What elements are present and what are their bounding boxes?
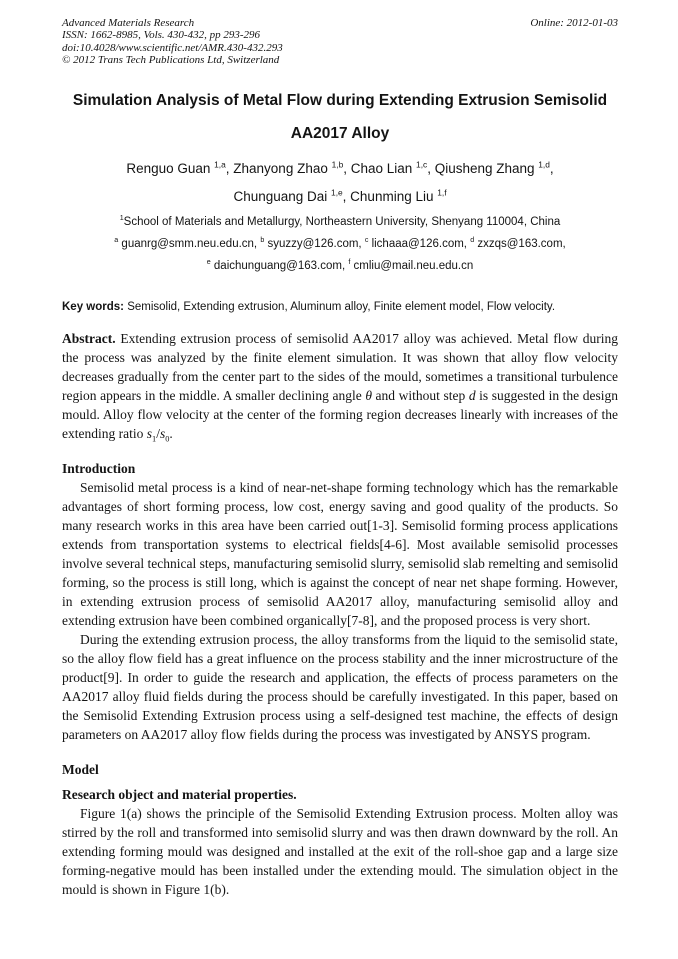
affiliation-mark: 1 bbox=[119, 213, 124, 222]
theta-variable: θ bbox=[365, 387, 372, 403]
subsection-heading-research-object: Research object and material properties. bbox=[62, 786, 297, 802]
abstract-text: is suggested in the design mould. Alloy flow velocity at the center of the forming region decreases linearly with increases of the extending ratio bbox=[62, 387, 618, 441]
paper-title bbox=[62, 92, 618, 142]
emails-row-2 bbox=[62, 257, 618, 273]
email-mark: f bbox=[348, 257, 351, 266]
email-mark: a bbox=[114, 235, 119, 244]
author-affil-mark: 1,c bbox=[416, 159, 428, 170]
d-variable: d bbox=[468, 387, 476, 403]
author-name: , Zhanyong Zhao bbox=[225, 160, 332, 176]
author-affil-mark: 1,b bbox=[331, 159, 344, 170]
author-emails bbox=[62, 235, 618, 273]
affiliation bbox=[62, 213, 618, 229]
author-name: Chunguang Dai bbox=[233, 188, 332, 204]
section-heading-model: Model bbox=[62, 761, 99, 777]
author-name: , Chunming Liu bbox=[342, 188, 438, 204]
introduction-paragraph-1: Semisolid metal process is a kind of near-net-shape forming technology which has the remarkable advantages of short forming process, low cost, energy saving and good quality of the products. So many research works in this area have been carried out[1-3]. Semisolid forming process applications extends from transportation systems to electrical fields[4-6]. Most available semisolid processes involve several technical steps, manufacturing semisolid slurry, semisolid slab remelting and semisolid forming, so the process is still long, which is against the concept of near net shape forming. However, in extending extrusion process of semisolid AA2017 alloy, manufacturing semisolid alloy and extending extrusion have been combined organically[7-8], and the proposed process is very short. bbox=[62, 479, 618, 628]
author-affil-mark: 1,e bbox=[331, 187, 343, 198]
paper-title-line2: AA2017 Alloy bbox=[290, 124, 390, 142]
emails-row-1 bbox=[62, 235, 618, 251]
author-affil-mark: 1,f bbox=[437, 187, 447, 198]
keywords-text: Semisolid, Extending extrusion, Aluminum alloy, Finite element model, Flow velocity. bbox=[124, 300, 556, 313]
email-mark: e bbox=[206, 257, 211, 266]
journal-header bbox=[62, 17, 618, 67]
author-name: Renguo Guan bbox=[126, 160, 215, 176]
section-heading-introduction: Introduction bbox=[62, 460, 136, 476]
issn-line: ISSN: 1662-8985, Vols. 430-432, pp 293-296 bbox=[62, 29, 260, 42]
author-affil-mark: 1,a bbox=[214, 159, 226, 170]
abstract-text: Extending extrusion process of semisolid AA2017 alloy was achieved. Metal flow during the process was analyzed by the finite element simulation. It was shown that alloy flow velocity decreases gradually from the center part to the sides of the mould, sometimes a transitional turbulence region appears in the middle. A smaller declining angle bbox=[62, 330, 618, 403]
model-paragraph-1: Figure 1(a) shows the principle of the Semisolid Extending Extrusion process. Molten alloy was stirred by the roll and transformed into semisolid slurry and was then drawn downward by the roll. An extending forming mould was designed and installed at the exit of the roll-shoe gap and a large size forming-negative mould has been installed under the extending mould. The simulation object in the mould is shown in Figure 1(b). bbox=[62, 805, 618, 897]
s1-variable: s bbox=[146, 425, 152, 441]
s0-variable: s bbox=[159, 425, 166, 441]
doi-line: doi:10.4028/www.scientific.net/AMR.430-432.293 bbox=[62, 41, 283, 54]
abstract-label: Abstract. bbox=[62, 330, 116, 346]
abstract-text: and without step bbox=[371, 387, 469, 403]
email-mark: c bbox=[364, 235, 369, 244]
s1-subscript: 1 bbox=[152, 434, 157, 444]
authors-row-1 bbox=[62, 161, 618, 176]
authors-row1-trailing-comma: , bbox=[549, 160, 554, 176]
copyright-line: © 2012 Trans Tech Publications Ltd, Switzerland bbox=[62, 54, 280, 67]
email-address: syuzzy@126.com, bbox=[264, 237, 365, 250]
online-date: Online: 2012-01-03 bbox=[530, 17, 618, 29]
email-address: guanrg@smm.neu.edu.cn, bbox=[118, 237, 261, 250]
authors-row-2 bbox=[62, 189, 618, 204]
affiliation-text: School of Materials and Metallurgy, Northeastern University, Shenyang 110004, China bbox=[123, 215, 561, 228]
email-address: cmliu@mail.neu.edu.cn bbox=[350, 259, 474, 272]
journal-name: Advanced Materials Research bbox=[62, 17, 195, 29]
ratio-slash: / bbox=[156, 425, 160, 441]
author-name: , Qiusheng Zhang bbox=[427, 160, 539, 176]
introduction-paragraph-2: During the extending extrusion process, the alloy transforms from the liquid to the semisolid state, so the alloy flow field has a great influence on the process stability and the inner microstructure of the product[9]. In order to guide the research and application, the effects of process parameters on the AA2017 alloy fluid fields during the process should be carefully investigated. In this paper, based on the Semisolid Extending Extrusion process using a self-designed test machine, the effects of design parameters on AA2017 alloy flow fields during the process was investigated by ANSYS program. bbox=[62, 631, 618, 742]
email-mark: b bbox=[260, 235, 265, 244]
abstract-paragraph bbox=[62, 329, 618, 443]
paper-title-line1: Simulation Analysis of Metal Flow during Extending Extrusion Semisolid bbox=[72, 91, 608, 109]
email-mark: d bbox=[470, 235, 475, 244]
abstract-text: . bbox=[169, 425, 173, 441]
authors bbox=[62, 161, 618, 204]
keywords-line bbox=[62, 300, 618, 314]
author-name: , Chao Lian bbox=[343, 160, 417, 176]
author-affil-mark: 1,d bbox=[538, 159, 550, 170]
email-address: lichaaa@126.com, bbox=[368, 237, 471, 250]
email-address: daichunguang@163.com, bbox=[210, 259, 349, 272]
keywords-label: Key words: bbox=[62, 300, 124, 313]
s0-subscript: 0 bbox=[165, 434, 170, 444]
journal-header-left bbox=[62, 17, 283, 67]
email-address: zxzqs@163.com, bbox=[474, 237, 566, 250]
